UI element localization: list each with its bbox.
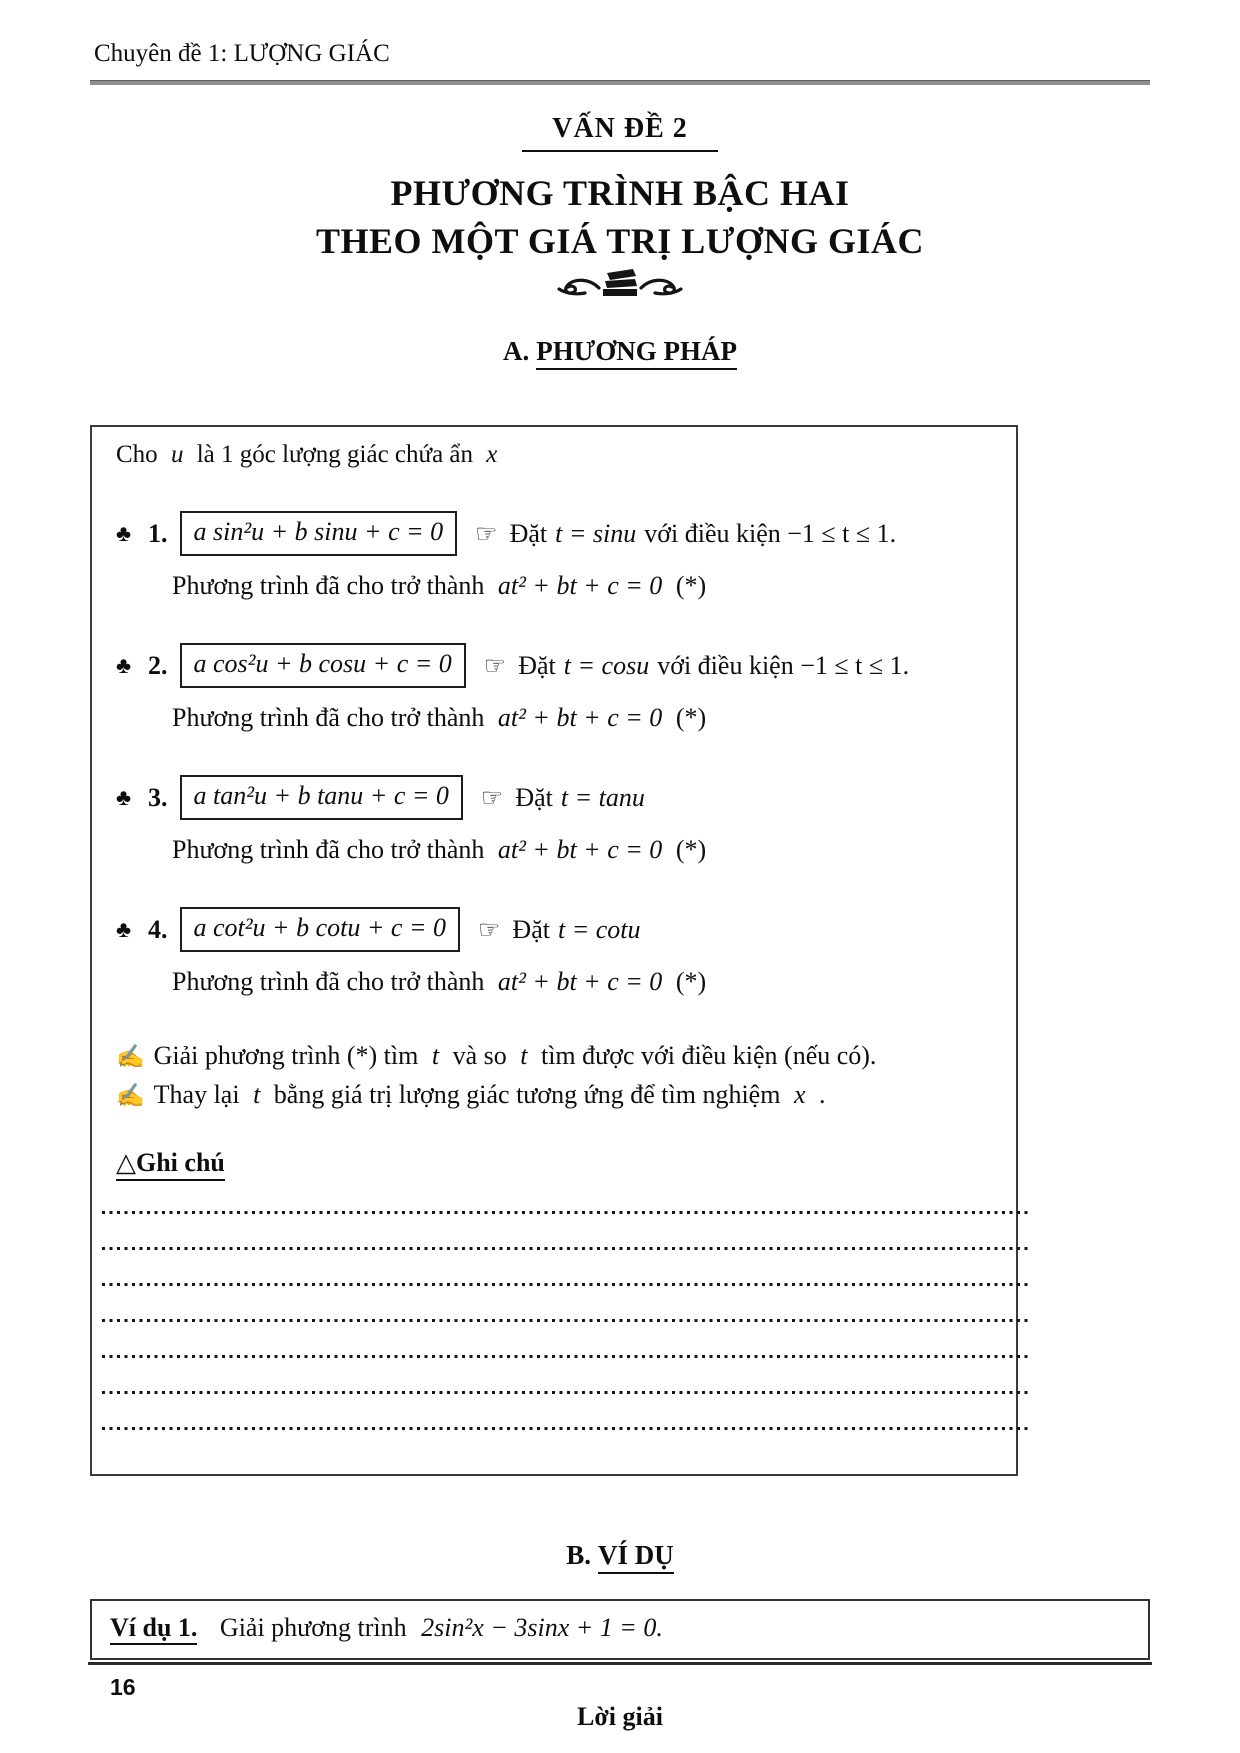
- pointing-hand-icon: ☞: [478, 916, 501, 944]
- example-formula: 2sin²x − 3sinx + 1 = 0.: [421, 1613, 663, 1642]
- dotted-writing-line: [102, 1247, 1032, 1250]
- section-a-heading: [90, 336, 1150, 367]
- books-ornament-icon: [555, 266, 685, 300]
- item-formula: a sin²u + b sinu + c = 0: [180, 511, 458, 556]
- solution-heading: Lời giải: [577, 1702, 663, 1731]
- note-line-2: [116, 1080, 1016, 1110]
- intro-var-u: u: [170, 441, 184, 468]
- dotted-writing-line: [102, 1211, 1032, 1214]
- chapter-header: Chuyên đề 1: LƯỢNG GIÁC: [94, 40, 390, 67]
- note-text: bằng giá trị lượng giác tương ứng để tìm nghiệm: [273, 1080, 781, 1109]
- intro-text: Cho: [116, 441, 158, 468]
- note-var-t: t: [431, 1041, 440, 1070]
- header-divider: [90, 80, 1150, 85]
- result-line-2: [172, 703, 1016, 733]
- club-bullet-icon: ♣: [116, 916, 132, 942]
- note-var-x: x: [793, 1080, 806, 1109]
- result-star: (*): [675, 835, 707, 864]
- result-formula: at² + bt + c = 0: [497, 571, 663, 600]
- set-expr: t = cosu: [563, 650, 650, 680]
- example-label: Ví dụ 1.: [110, 1613, 197, 1645]
- set-label: Đặt: [512, 914, 550, 944]
- example-text: Giải phương trình: [219, 1613, 407, 1642]
- note-var-t: t: [253, 1080, 261, 1109]
- pointing-hand-icon: ☞: [480, 784, 504, 812]
- set-label: Đặt: [518, 650, 556, 680]
- result-prefix: Phương trình đã cho trở thành: [172, 835, 485, 864]
- dotted-writing-line: [102, 1319, 1032, 1322]
- dotted-writing-line: [102, 1427, 1032, 1430]
- club-bullet-icon: ♣: [116, 520, 132, 546]
- intro-line: [116, 441, 1016, 469]
- result-formula: at² + bt + c = 0: [497, 967, 663, 996]
- set-expr: t = sinu: [555, 518, 637, 548]
- result-line-3: [172, 835, 1016, 865]
- result-line-4: [172, 967, 1016, 997]
- set-label: Đặt: [515, 782, 553, 812]
- example-1-box: [90, 1599, 1150, 1660]
- note-text: tìm được với điều kiện (nếu có).: [540, 1041, 877, 1070]
- item-number: 2.: [148, 650, 168, 680]
- item-formula: a cot²u + b cotu + c = 0: [180, 907, 461, 952]
- result-star: (*): [675, 571, 707, 600]
- footer: [88, 1662, 1152, 1701]
- set-label: Đặt: [509, 518, 548, 548]
- section-a-title: PHƯƠNG PHÁP: [536, 336, 737, 370]
- section-b-label: B.: [566, 1540, 591, 1570]
- set-expr: t = tanu: [560, 782, 645, 812]
- note-var-t: t: [520, 1041, 528, 1070]
- writing-hand-icon: ✍: [116, 1044, 145, 1069]
- page-number: 16: [110, 1674, 136, 1700]
- item-formula: a tan²u + b tanu + c = 0: [180, 775, 463, 820]
- method-item-3: [116, 775, 1016, 820]
- note-heading: [116, 1148, 1016, 1181]
- intro-var-x: x: [486, 441, 498, 468]
- note-text: và so: [452, 1041, 507, 1070]
- writing-hand-icon: ✍: [116, 1083, 145, 1108]
- problem-number-heading: VẤN ĐỀ 2: [522, 113, 718, 152]
- result-formula: at² + bt + c = 0: [497, 703, 663, 732]
- page-title-line1: PHƯƠNG TRÌNH BẬC HAI: [390, 173, 850, 213]
- method-item-4: [116, 907, 1016, 952]
- result-prefix: Phương trình đã cho trở thành: [172, 967, 485, 996]
- note-text: Thay lại: [153, 1080, 240, 1109]
- method-item-1: [116, 511, 1016, 556]
- set-condition: với điều kiện −1 ≤ t ≤ 1.: [644, 518, 897, 548]
- method-item-2: [116, 643, 1016, 688]
- intro-text2: là 1 góc lượng giác chứa ẩn: [196, 441, 474, 468]
- problem-kicker-wrap: [90, 113, 1150, 152]
- triangle-icon: △: [116, 1148, 136, 1177]
- page-title-line2: THEO MỘT GIÁ TRỊ LƯỢNG GIÁC: [316, 221, 924, 261]
- note-line-1: [116, 1041, 1016, 1071]
- item-number: 3.: [148, 782, 168, 812]
- section-a-label: A.: [503, 336, 530, 366]
- result-prefix: Phương trình đã cho trở thành: [172, 703, 485, 732]
- note-text: .: [818, 1080, 826, 1109]
- section-b-heading: [90, 1540, 1150, 1571]
- section-b-title: VÍ DỤ: [598, 1540, 674, 1574]
- dotted-writing-line: [102, 1283, 1032, 1286]
- pointing-hand-icon: ☞: [475, 520, 498, 548]
- set-condition: với điều kiện −1 ≤ t ≤ 1.: [657, 650, 910, 680]
- method-box: [90, 425, 1018, 1476]
- result-star: (*): [675, 967, 707, 996]
- result-star: (*): [675, 703, 707, 732]
- set-expr: t = cotu: [557, 914, 641, 944]
- dotted-writing-line: [102, 1355, 1032, 1358]
- note-heading-label: Ghi chú: [136, 1148, 225, 1177]
- club-bullet-icon: ♣: [116, 652, 132, 678]
- result-line-1: [172, 571, 1016, 601]
- club-bullet-icon: ♣: [116, 784, 132, 810]
- ornament-wrap: [90, 266, 1150, 302]
- result-prefix: Phương trình đã cho trở thành: [172, 571, 485, 600]
- result-formula: at² + bt + c = 0: [497, 835, 663, 864]
- item-number: 4.: [148, 914, 168, 944]
- dotted-writing-line: [102, 1391, 1032, 1394]
- item-number: 1.: [148, 518, 168, 548]
- pointing-hand-icon: ☞: [483, 652, 507, 680]
- item-formula: a cos²u + b cosu + c = 0: [180, 643, 466, 688]
- note-text: Giải phương trình (*) tìm: [153, 1041, 419, 1070]
